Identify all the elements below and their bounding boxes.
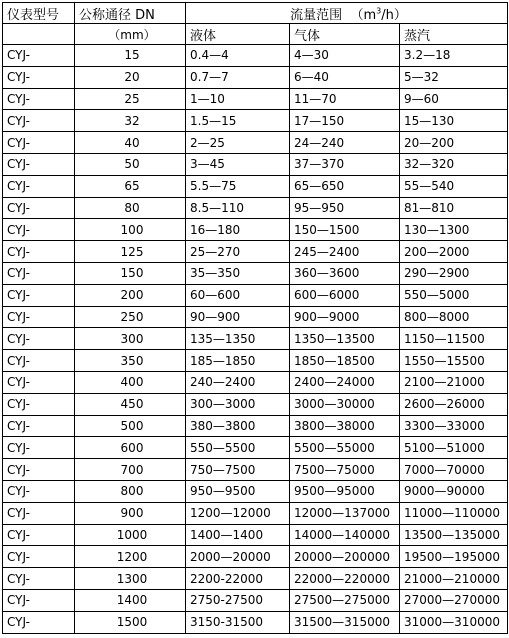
cell-model: CYJ- bbox=[3, 132, 75, 154]
cell-model: CYJ- bbox=[3, 611, 75, 633]
cell-steam-flow: 2100—21000 bbox=[400, 371, 508, 393]
cell-steam-flow: 55—540 bbox=[400, 175, 508, 197]
cell-gas-flow: 245—2400 bbox=[290, 241, 400, 263]
flow-unit-exponent: 3 bbox=[376, 6, 382, 16]
cell-dn: 1000 bbox=[75, 524, 186, 546]
cell-liquid-flow: 1—10 bbox=[186, 88, 290, 110]
cell-steam-flow: 5—32 bbox=[400, 66, 508, 88]
flow-unit-prefix: （m bbox=[350, 7, 377, 23]
cell-steam-flow: 3.2—18 bbox=[400, 45, 508, 67]
table-row bbox=[3, 371, 508, 393]
cell-gas-flow: 9500—95000 bbox=[290, 480, 400, 502]
cell-dn: 50 bbox=[75, 153, 186, 175]
cell-liquid-flow: 35—350 bbox=[186, 262, 290, 284]
table-row bbox=[3, 611, 508, 633]
cell-steam-flow: 13500—135000 bbox=[400, 524, 508, 546]
table-row bbox=[3, 415, 508, 437]
table-row bbox=[3, 88, 508, 110]
table-row bbox=[3, 502, 508, 524]
table-row bbox=[3, 132, 508, 154]
cell-dn: 1300 bbox=[75, 568, 186, 590]
table-row bbox=[3, 197, 508, 219]
header-model-blank bbox=[3, 24, 75, 45]
cell-gas-flow: 1350—13500 bbox=[290, 328, 400, 350]
cell-model: CYJ- bbox=[3, 393, 75, 415]
cell-model: CYJ- bbox=[3, 306, 75, 328]
cell-gas-flow: 14000—140000 bbox=[290, 524, 400, 546]
table-row bbox=[3, 393, 508, 415]
cell-model: CYJ- bbox=[3, 110, 75, 132]
header-gas: 气体 bbox=[290, 24, 400, 45]
header-dn-unit: （mm） bbox=[75, 24, 186, 45]
flowmeter-spec-table bbox=[2, 2, 508, 634]
cell-dn: 20 bbox=[75, 66, 186, 88]
table-row bbox=[3, 110, 508, 132]
cell-model: CYJ- bbox=[3, 589, 75, 611]
cell-model: CYJ- bbox=[3, 88, 75, 110]
cell-dn: 200 bbox=[75, 284, 186, 306]
cell-steam-flow: 2600—26000 bbox=[400, 393, 508, 415]
header-liquid: 液体 bbox=[186, 24, 290, 45]
cell-steam-flow: 200—2000 bbox=[400, 241, 508, 263]
cell-model: CYJ- bbox=[3, 350, 75, 372]
cell-liquid-flow: 8.5—110 bbox=[186, 197, 290, 219]
cell-dn: 15 bbox=[75, 45, 186, 67]
cell-liquid-flow: 1200—12000 bbox=[186, 502, 290, 524]
cell-dn: 900 bbox=[75, 502, 186, 524]
table-row bbox=[3, 66, 508, 88]
cell-model: CYJ- bbox=[3, 459, 75, 481]
cell-dn: 350 bbox=[75, 350, 186, 372]
cell-gas-flow: 11—70 bbox=[290, 88, 400, 110]
table-row bbox=[3, 568, 508, 590]
cell-steam-flow: 9000—90000 bbox=[400, 480, 508, 502]
cell-gas-flow: 65—650 bbox=[290, 175, 400, 197]
cell-liquid-flow: 60—600 bbox=[186, 284, 290, 306]
cell-model: CYJ- bbox=[3, 502, 75, 524]
cell-liquid-flow: 0.7—7 bbox=[186, 66, 290, 88]
cell-gas-flow: 24—240 bbox=[290, 132, 400, 154]
cell-gas-flow: 2400—24000 bbox=[290, 371, 400, 393]
cell-gas-flow: 4—30 bbox=[290, 45, 400, 67]
cell-model: CYJ- bbox=[3, 568, 75, 590]
cell-model: CYJ- bbox=[3, 415, 75, 437]
cell-liquid-flow: 3150-31500 bbox=[186, 611, 290, 633]
cell-dn: 450 bbox=[75, 393, 186, 415]
cell-liquid-flow: 16—180 bbox=[186, 219, 290, 241]
cell-model: CYJ- bbox=[3, 153, 75, 175]
cell-steam-flow: 3300—33000 bbox=[400, 415, 508, 437]
table-row bbox=[3, 480, 508, 502]
cell-steam-flow: 20—200 bbox=[400, 132, 508, 154]
cell-steam-flow: 7000—70000 bbox=[400, 459, 508, 481]
cell-liquid-flow: 750—7500 bbox=[186, 459, 290, 481]
cell-gas-flow: 900—9000 bbox=[290, 306, 400, 328]
table-row bbox=[3, 45, 508, 67]
cell-liquid-flow: 2750-27500 bbox=[186, 589, 290, 611]
cell-liquid-flow: 25—270 bbox=[186, 241, 290, 263]
cell-steam-flow: 1550—15500 bbox=[400, 350, 508, 372]
cell-gas-flow: 3000—30000 bbox=[290, 393, 400, 415]
cell-gas-flow: 150—1500 bbox=[290, 219, 400, 241]
table-body bbox=[3, 45, 508, 634]
table-row bbox=[3, 153, 508, 175]
cell-gas-flow: 6—40 bbox=[290, 66, 400, 88]
cell-gas-flow: 1850—18500 bbox=[290, 350, 400, 372]
cell-model: CYJ- bbox=[3, 241, 75, 263]
cell-gas-flow: 5500—55000 bbox=[290, 437, 400, 459]
table-row bbox=[3, 284, 508, 306]
cell-model: CYJ- bbox=[3, 284, 75, 306]
cell-model: CYJ- bbox=[3, 524, 75, 546]
table-row bbox=[3, 241, 508, 263]
cell-model: CYJ- bbox=[3, 546, 75, 568]
cell-dn: 500 bbox=[75, 415, 186, 437]
cell-liquid-flow: 950—9500 bbox=[186, 480, 290, 502]
cell-dn: 32 bbox=[75, 110, 186, 132]
table-row bbox=[3, 546, 508, 568]
cell-dn: 150 bbox=[75, 262, 186, 284]
cell-dn: 800 bbox=[75, 480, 186, 502]
header-flow-range bbox=[186, 3, 508, 24]
cell-dn: 1200 bbox=[75, 546, 186, 568]
cell-steam-flow: 290—2900 bbox=[400, 262, 508, 284]
cell-liquid-flow: 2200-22000 bbox=[186, 568, 290, 590]
cell-dn: 100 bbox=[75, 219, 186, 241]
cell-model: CYJ- bbox=[3, 480, 75, 502]
cell-gas-flow: 12000—137000 bbox=[290, 502, 400, 524]
table-header bbox=[3, 3, 508, 45]
cell-liquid-flow: 300—3000 bbox=[186, 393, 290, 415]
cell-steam-flow: 1150—11500 bbox=[400, 328, 508, 350]
cell-model: CYJ- bbox=[3, 219, 75, 241]
cell-model: CYJ- bbox=[3, 262, 75, 284]
cell-model: CYJ- bbox=[3, 371, 75, 393]
cell-dn: 65 bbox=[75, 175, 186, 197]
cell-liquid-flow: 380—3800 bbox=[186, 415, 290, 437]
cell-dn: 600 bbox=[75, 437, 186, 459]
cell-liquid-flow: 0.4—4 bbox=[186, 45, 290, 67]
cell-model: CYJ- bbox=[3, 437, 75, 459]
cell-liquid-flow: 2000—20000 bbox=[186, 546, 290, 568]
cell-dn: 1400 bbox=[75, 589, 186, 611]
header-row-2 bbox=[3, 24, 508, 45]
table-row bbox=[3, 262, 508, 284]
flow-unit-suffix: /h） bbox=[381, 7, 407, 23]
cell-gas-flow: 600—6000 bbox=[290, 284, 400, 306]
cell-model: CYJ- bbox=[3, 66, 75, 88]
cell-gas-flow: 360—3600 bbox=[290, 262, 400, 284]
header-steam: 蒸汽 bbox=[400, 24, 508, 45]
cell-steam-flow: 800—8000 bbox=[400, 306, 508, 328]
table-row bbox=[3, 175, 508, 197]
cell-liquid-flow: 90—900 bbox=[186, 306, 290, 328]
cell-steam-flow: 130—1300 bbox=[400, 219, 508, 241]
cell-dn: 80 bbox=[75, 197, 186, 219]
header-dn: 公称通径 DN bbox=[75, 3, 186, 24]
header-row-1 bbox=[3, 3, 508, 24]
cell-steam-flow: 550—5000 bbox=[400, 284, 508, 306]
cell-liquid-flow: 135—1350 bbox=[186, 328, 290, 350]
cell-dn: 300 bbox=[75, 328, 186, 350]
cell-gas-flow: 31500—315000 bbox=[290, 611, 400, 633]
cell-dn: 1500 bbox=[75, 611, 186, 633]
cell-gas-flow: 22000—220000 bbox=[290, 568, 400, 590]
table-row bbox=[3, 459, 508, 481]
cell-liquid-flow: 1.5—15 bbox=[186, 110, 290, 132]
table-row bbox=[3, 328, 508, 350]
cell-liquid-flow: 1400—1400 bbox=[186, 524, 290, 546]
cell-gas-flow: 20000—200000 bbox=[290, 546, 400, 568]
table-row bbox=[3, 589, 508, 611]
cell-dn: 700 bbox=[75, 459, 186, 481]
cell-steam-flow: 27000—270000 bbox=[400, 589, 508, 611]
cell-steam-flow: 31000—310000 bbox=[400, 611, 508, 633]
cell-gas-flow: 37—370 bbox=[290, 153, 400, 175]
table-row bbox=[3, 219, 508, 241]
table-row bbox=[3, 437, 508, 459]
cell-liquid-flow: 2—25 bbox=[186, 132, 290, 154]
cell-dn: 125 bbox=[75, 241, 186, 263]
cell-model: CYJ- bbox=[3, 175, 75, 197]
table-row bbox=[3, 350, 508, 372]
cell-gas-flow: 3800—38000 bbox=[290, 415, 400, 437]
cell-steam-flow: 15—130 bbox=[400, 110, 508, 132]
cell-dn: 25 bbox=[75, 88, 186, 110]
cell-model: CYJ- bbox=[3, 197, 75, 219]
header-model: 仪表型号 bbox=[3, 3, 75, 24]
table-row bbox=[3, 524, 508, 546]
cell-gas-flow: 7500—75000 bbox=[290, 459, 400, 481]
cell-dn: 250 bbox=[75, 306, 186, 328]
cell-gas-flow: 95—950 bbox=[290, 197, 400, 219]
flow-range-label: 流量范围 bbox=[290, 7, 343, 23]
cell-steam-flow: 32—320 bbox=[400, 153, 508, 175]
cell-liquid-flow: 3—45 bbox=[186, 153, 290, 175]
cell-dn: 400 bbox=[75, 371, 186, 393]
cell-dn: 40 bbox=[75, 132, 186, 154]
cell-steam-flow: 9—60 bbox=[400, 88, 508, 110]
table-row bbox=[3, 306, 508, 328]
cell-steam-flow: 5100—51000 bbox=[400, 437, 508, 459]
cell-steam-flow: 81—810 bbox=[400, 197, 508, 219]
cell-liquid-flow: 5.5—75 bbox=[186, 175, 290, 197]
cell-model: CYJ- bbox=[3, 45, 75, 67]
cell-model: CYJ- bbox=[3, 328, 75, 350]
cell-liquid-flow: 550—5500 bbox=[186, 437, 290, 459]
cell-liquid-flow: 185—1850 bbox=[186, 350, 290, 372]
cell-steam-flow: 11000—110000 bbox=[400, 502, 508, 524]
cell-steam-flow: 19500—195000 bbox=[400, 546, 508, 568]
cell-liquid-flow: 240—2400 bbox=[186, 371, 290, 393]
cell-steam-flow: 21000—210000 bbox=[400, 568, 508, 590]
cell-gas-flow: 27500—275000 bbox=[290, 589, 400, 611]
cell-gas-flow: 17—150 bbox=[290, 110, 400, 132]
